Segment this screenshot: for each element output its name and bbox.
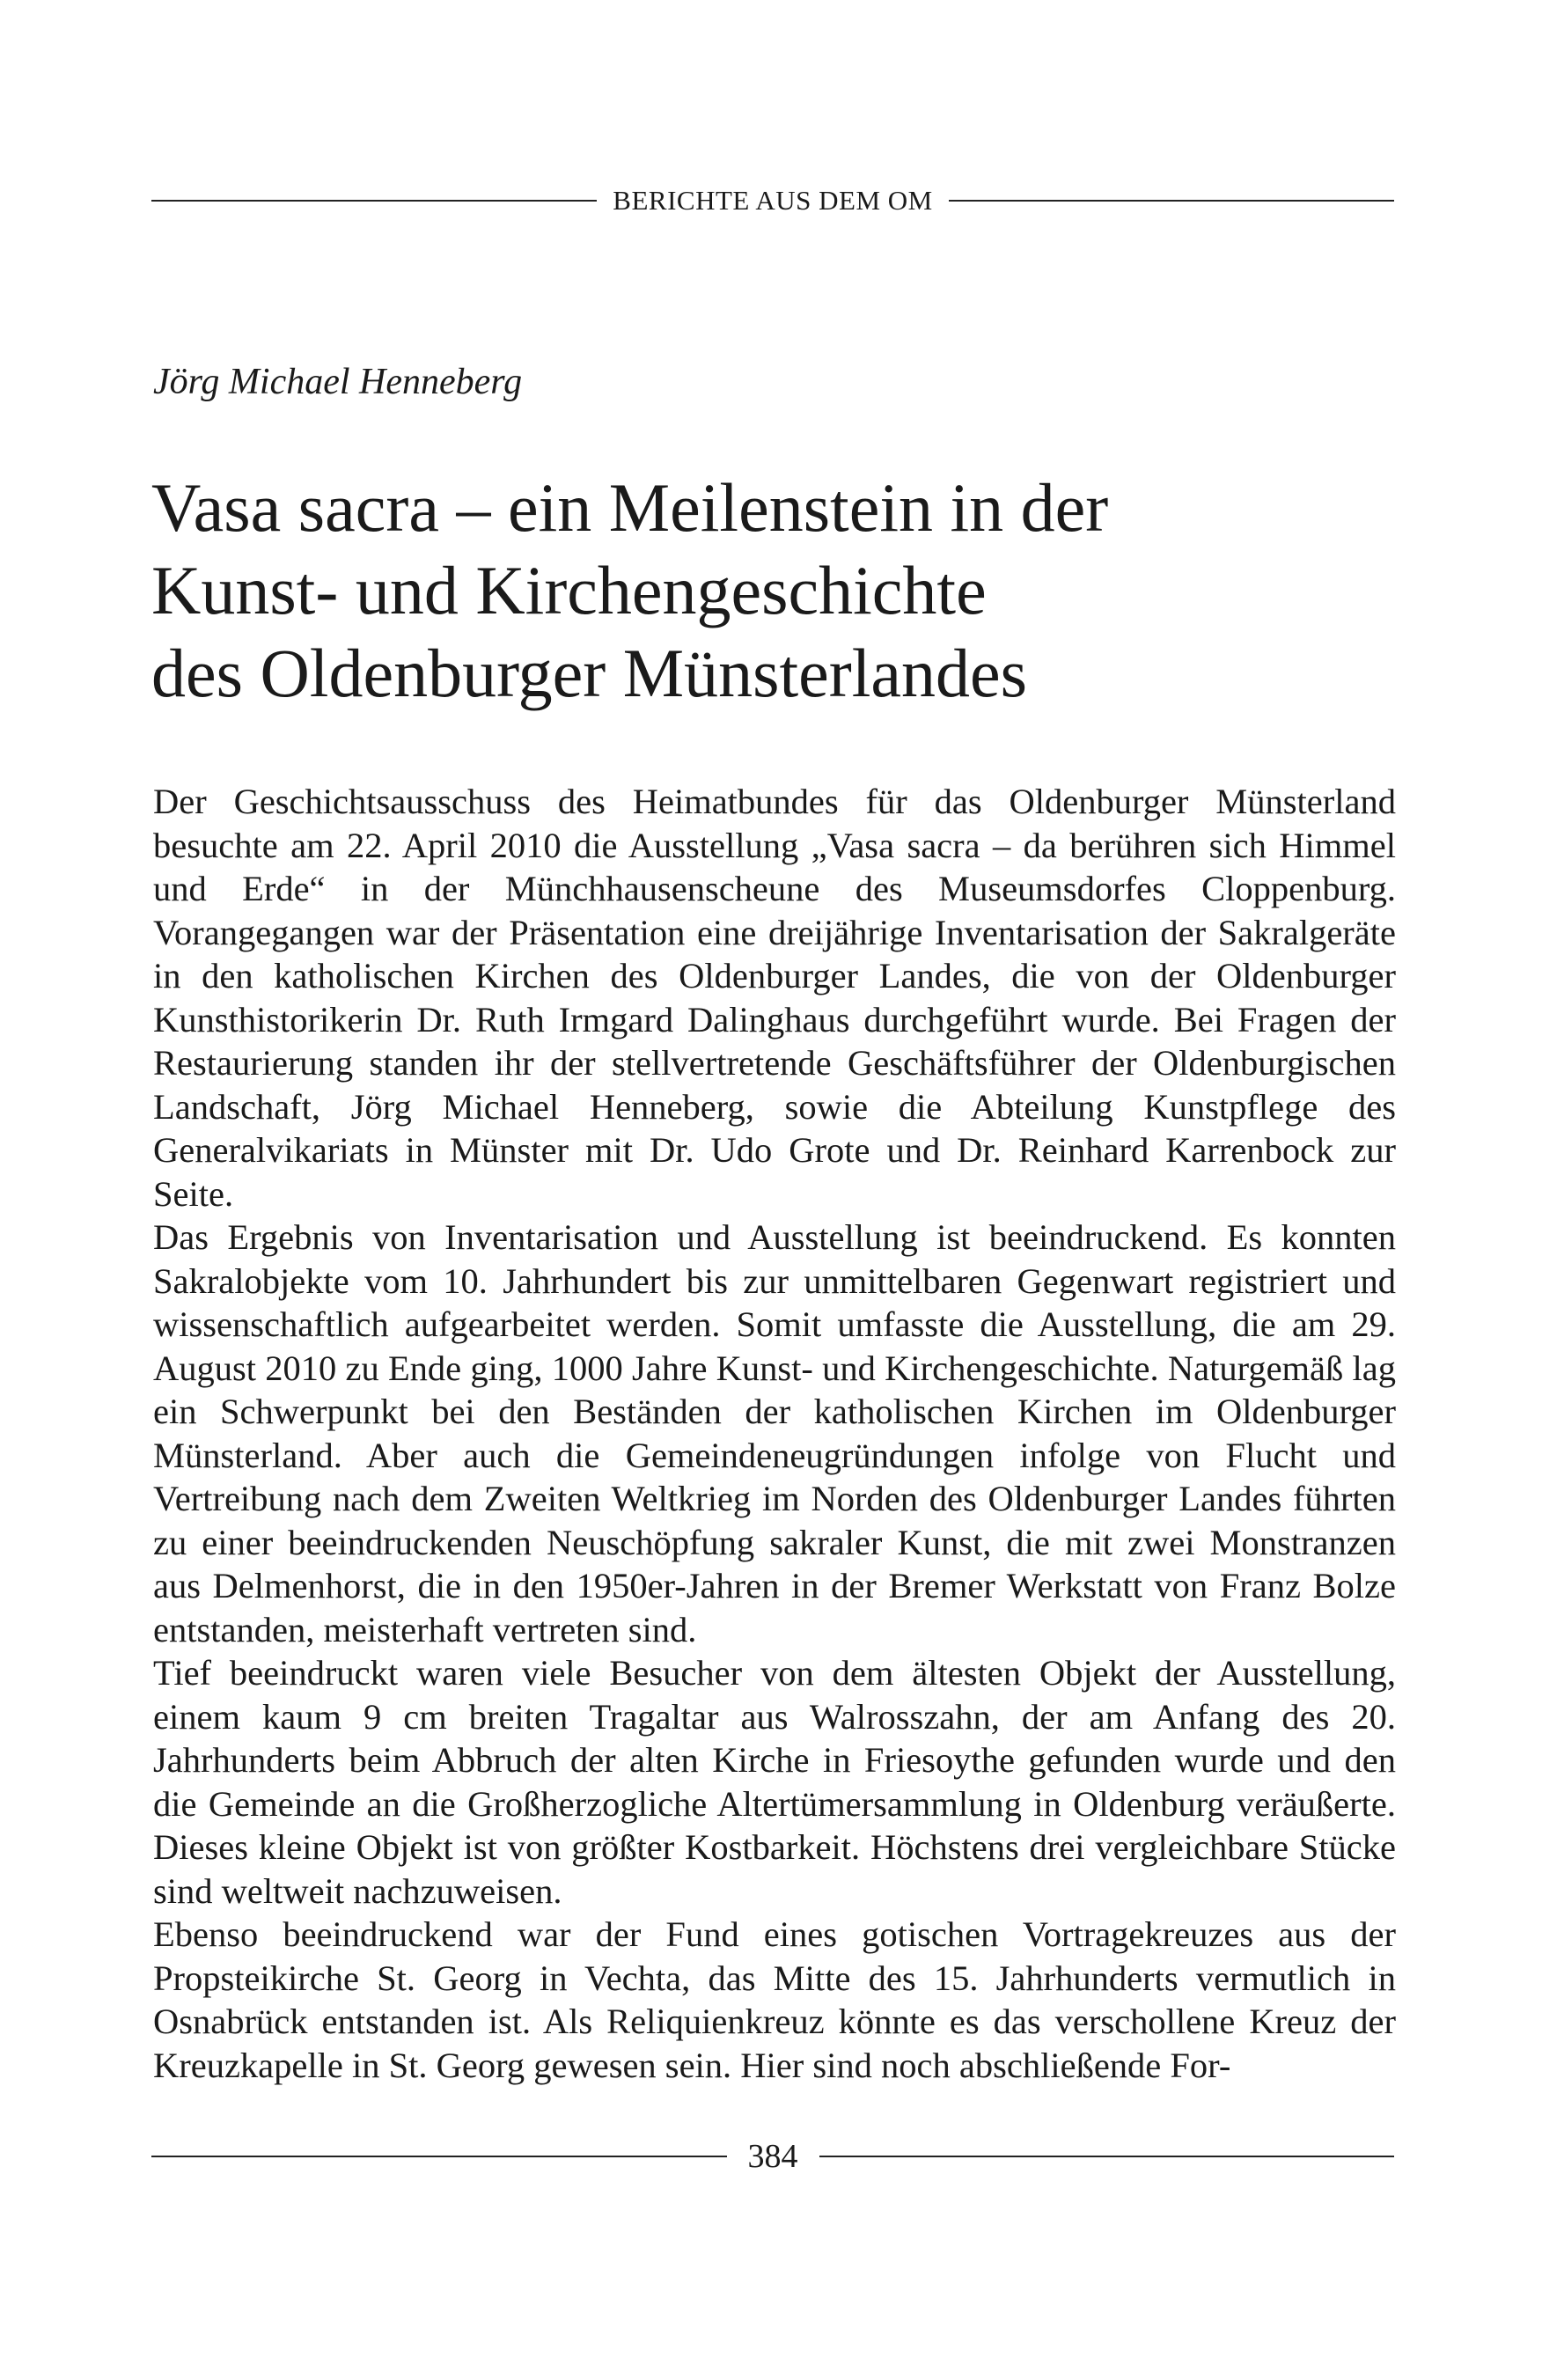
title-line: Kunst- und Kirchengeschichte bbox=[151, 552, 987, 628]
body-paragraph: Tief beeindruckt waren viele Besucher von dem ältesten Objekt der Ausstellung, einem kaum 9 cm breiten Tragaltar aus Walrosszahn, der am Anfang des 20. Jahrhunderts beim Abbruch der alten Kirche in Friesoythe gefunden wurde und den die Gemeinde an die Großherzogliche Altertümersammlung in Oldenburg veräußerte. Dieses kleine Objekt ist von größter Kostbarkeit. Höchstens drei vergleichbare Stücke sind weltweit nachzuweisen. bbox=[153, 1653, 1396, 1911]
footer-rule-left bbox=[151, 2156, 727, 2157]
footer-rule-right bbox=[819, 2156, 1395, 2157]
title-line: des Oldenburger Münsterlandes bbox=[151, 635, 1027, 711]
article-body bbox=[153, 780, 1396, 2087]
header-rule-right bbox=[949, 200, 1394, 202]
running-title: BERICHTE AUS DEM OM bbox=[613, 185, 933, 216]
page-number: 384 bbox=[747, 2138, 798, 2175]
article-title bbox=[151, 466, 1401, 715]
body-paragraph: Ebenso beeindruckend war der Fund eines gotischen Vortragekreuzes aus der Propsteikirche St. Georg in Vechta, das Mitte des 15. Jahrhunderts vermutlich in Osnabrück entstanden ist. Als Reliquienkreuz könnte es das verschollene Kreuz der Kreuzkapelle in St. Georg gewesen sein. Hier sind noch abschließende For- bbox=[153, 1914, 1396, 2085]
running-header bbox=[151, 185, 1394, 217]
body-paragraph: Der Geschichtsausschuss des Heimatbundes für das Oldenburger Münsterland besuchte am 22. April 2010 die Ausstellung „Vasa sacra – da berühren sich Himmel und Erde“ in der Münchhausenscheune des Museumsdorfes Cloppenburg. Vorangegangen war der Präsentation eine dreijährige Inventarisation der Sakralgeräte in den katholischen Kirchen des Oldenburger Landes, die von der Oldenburger Kunsthistorikerin Dr. Ruth Irmgard Dalinghaus durchgeführt wurde. Bei Fragen der Restaurierung standen ihr der stellvertretende Geschäftsführer der Oldenburgischen Landschaft, Jörg Michael Henneberg, sowie die Abteilung Kunstpflege des Generalvikariats in Münster mit Dr. Udo Grote und Dr. Reinhard Karrenbock zur Seite. bbox=[153, 782, 1396, 1214]
header-rule-left bbox=[151, 200, 597, 202]
page-footer bbox=[151, 2137, 1394, 2176]
title-line: Vasa sacra – ein Meilenstein in der bbox=[151, 469, 1109, 546]
article-author: Jörg Michael Henneberg bbox=[153, 362, 523, 402]
body-paragraph: Das Ergebnis von Inventarisation und Ausstellung ist beeindruckend. Es konnten Sakralobjekte vom 10. Jahrhundert bis zur unmittelbaren Gegenwart registriert und wissenschaftlich aufgearbeitet werden. Somit umfasste die Ausstellung, die am 29. August 2010 zu Ende ging, 1000 Jahre Kunst- und Kirchengeschichte. Naturgemäß lag ein Schwerpunkt bei den Beständen der katholischen Kirchen im Oldenburger Münsterland. Aber auch die Gemeindeneugründungen infolge von Flucht und Vertreibung nach dem Zweiten Weltkrieg im Norden des Oldenburger Landes führten zu einer beeindruckenden Neuschöpfung sakraler Kunst, die mit zwei Monstranzen aus Delmenhorst, die in den 1950er-Jahren in der Bremer Werkstatt von Franz Bolze entstanden, meisterhaft vertreten sind. bbox=[153, 1217, 1396, 1649]
